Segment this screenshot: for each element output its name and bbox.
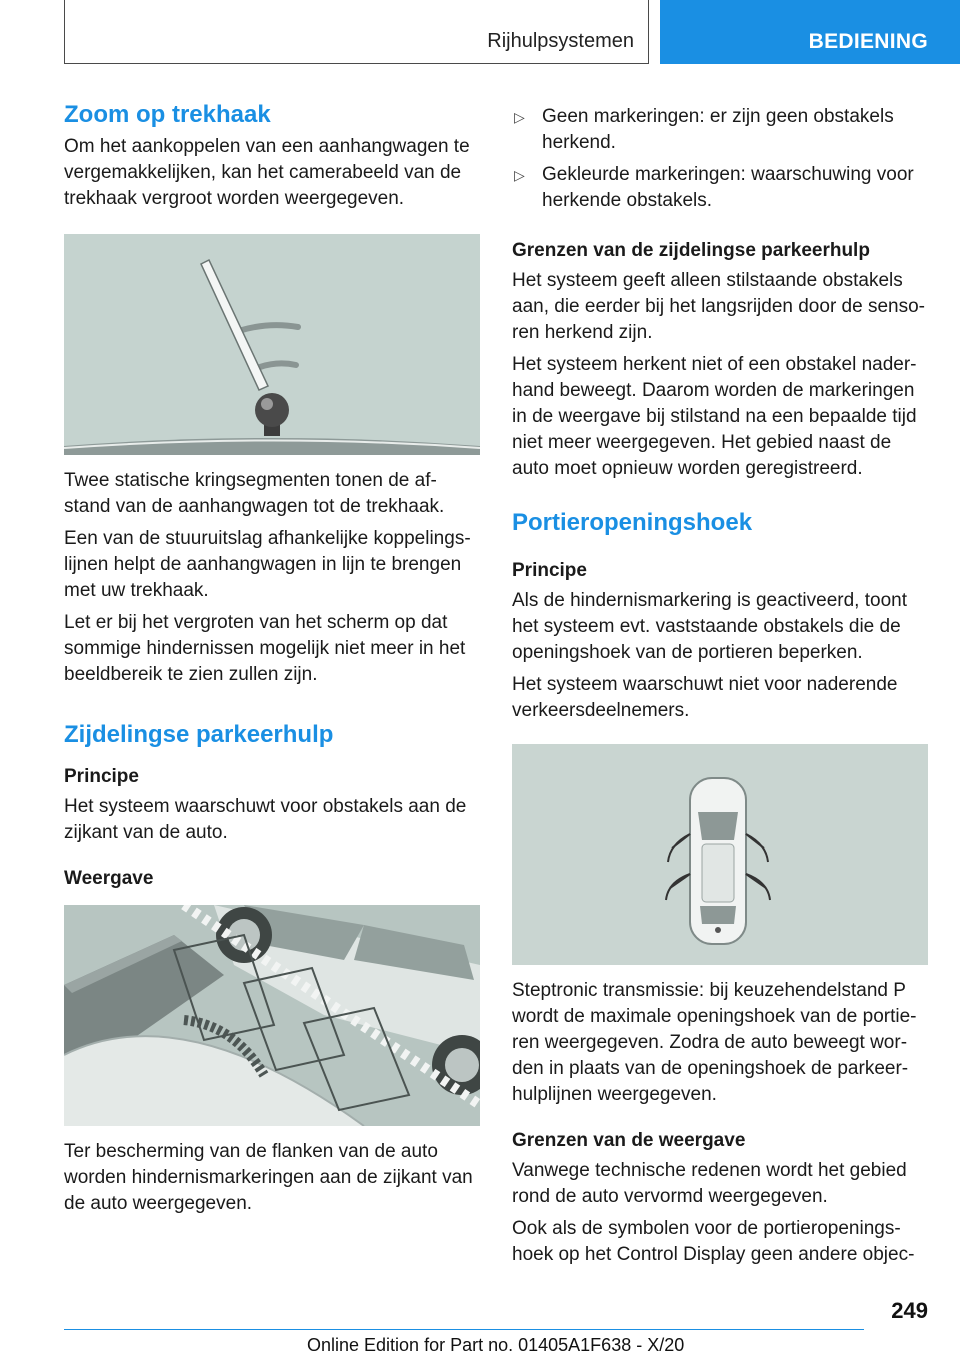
side-parking-heading: Zijdelingse parkeerhulp [64,721,334,748]
edition-line: Online Edition for Part no. 01405A1F638 - X/20 [307,1335,685,1355]
side-parking-figure [64,905,480,1126]
limits-paragraph-1: Het systeem geeft alleen stilstaande obstakels aan, die eerder bij het langsrijden door de senso- ren herkend zijn. [512,270,925,343]
triangle-bullet-icon: ▷ [514,109,525,125]
marking-bullet-list [512,104,928,214]
side-principe-heading: Principe [64,766,139,787]
section-title: Rijhulpsystemen [487,30,634,52]
side-principe-text: Het systeem waarschuwt voor obstakels aan de zijkant van de auto. [64,796,467,843]
tow-hitch-zoom-figure [64,234,480,455]
left-column [64,100,480,1217]
zoom-paragraph-1: Twee statische kringsegmenten tonen de af- stand van de aanhangwagen tot de trekhaak. [64,470,445,517]
limits-paragraph-2: Het systeem herkent niet of een obstakel nader- hand beweegt. Daarom worden de markeringen in de weergave bij stilstand na een bepaalde tijd niet meer weergegeven. Het gebied naast de auto moet opnieuw worden geregistreerd. [512,354,917,479]
zoom-heading: Zoom op trekhaak [64,101,271,128]
door-opening-angle-figure [512,744,928,965]
footer-divider [64,1329,864,1330]
weergave-heading: Weergave [64,868,154,889]
list-item: ▷ Geen markeringen: er zijn geen obstakels herkend. [514,106,894,153]
chapter-tab-label: BEDIENING [808,30,928,53]
door-principe-paragraph-2: Het systeem waarschuwt niet voor naderende verkeersdeelnemers. [512,674,898,721]
door-principe-heading: Principe [512,560,587,581]
page-number: 249 [891,1298,928,1323]
list-item: ▷ Gekleurde markeringen: waarschuwing voor herkende obstakels. [514,164,914,211]
door-figure-text: Steptronic transmissie: bij keuzehendelstand P wordt de maximale openingshoek van de portie- ren weergegeven. Zodra de auto beweegt wor- den in plaats van de openingshoek de parkeer- hulplijnen weergegeven. [512,980,917,1105]
display-limits-paragraph-2: Ook als de symbolen voor de portieropenings- hoek op het Control Display geen andere objec- [512,1218,915,1265]
door-principe-paragraph-1: Als de hindernismarkering is geactiveerd, toont het systeem evt. vaststaande obstakels die de openingshoek van de portieren beperken. [512,590,907,663]
zoom-paragraph-3: Let er bij het vergroten van het scherm op dat sommige hindernissen mogelijk niet meer in het beeldbereik te zien zullen zijn. [64,612,466,685]
chapter-tab[interactable] [660,0,960,64]
display-limits-heading: Grenzen van de weergave [512,1130,746,1151]
zoom-intro: Om het aankoppelen van een aanhangwagen te vergemakkelijken, kan het camerabeeld van de trekhaak vergroot worden weergegeven. [64,136,470,209]
zoom-paragraph-2: Een van de stuuruitslag afhankelijke koppelings- lijnen helpt de aanhangwagen in lijn te brengen met uw trekhaak. [64,528,471,601]
limits-heading: Grenzen van de zijdelingse parkeerhulp [512,240,870,261]
display-limits-paragraph-1: Vanwege technische redenen wordt het gebied rond de auto vervormd weergegeven. [512,1160,907,1207]
triangle-bullet-icon: ▷ [514,167,525,183]
weergave-text: Ter bescherming van de flanken van de auto worden hindernismarkeringen aan de zijkant van de auto weergegeven. [64,1141,473,1214]
right-column [512,100,928,1268]
header-left-box [64,0,649,64]
door-angle-heading: Portieropeningshoek [512,509,753,536]
